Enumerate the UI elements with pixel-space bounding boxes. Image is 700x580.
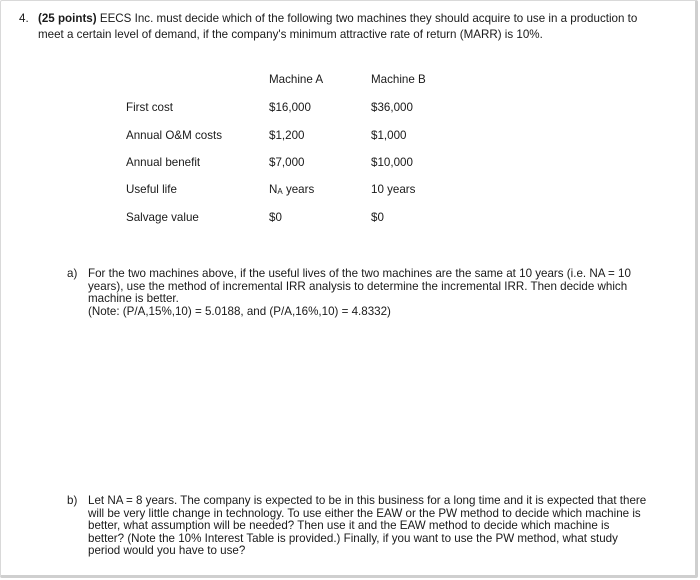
na-years-text: years	[282, 183, 315, 196]
row-label-useful-life: Useful life	[126, 183, 177, 196]
cell-b-om-costs: $1,000	[371, 129, 407, 142]
cell-a-first-cost: $16,000	[269, 101, 311, 114]
part-a-text: For the two machines above, if the useful lives of the two machines are the same at 10 years (i.e. NA = 10 years), use the method of incremental IRR analysis to determine the incremental IRR. Then decide which machine is better.	[88, 267, 631, 305]
question-points: (25 points)	[38, 12, 97, 25]
cell-b-salvage-value: $0	[371, 211, 384, 224]
row-label-first-cost: First cost	[126, 101, 174, 114]
part-b-text: Let NA = 8 years. The company is expected to be in this business for a long time and it is expected that there will be very little change in technology. To use either the EAW or the PW method to decide which machine is better, what assumption will be needed? Then use it and the EAW method to decide which machine is better? (Note the 10% Interest Table is provided.) Finally, if you want to use the PW method, what study period would you have to use?	[88, 494, 647, 557]
question-text: EECS Inc. must decide which of the following two machines they should acquire to use in a production to meet a certain level of demand, if the company's minimum attractive rate of return (MARR) is 10%.	[38, 12, 638, 41]
cell-b-annual-benefit: $10,000	[371, 156, 413, 169]
cell-b-first-cost: $36,000	[371, 101, 413, 114]
question-header	[19, 11, 660, 43]
cell-a-annual-benefit: $7,000	[269, 156, 305, 169]
part-b	[67, 494, 648, 558]
part-a-note: (Note: (P/A,15%,10) = 5.0188, and (P/A,16%,10) = 4.8332)	[88, 304, 391, 318]
cell-a-salvage-value: $0	[269, 211, 282, 224]
row-label-om-costs: Annual O&M costs	[126, 129, 223, 142]
cell-a-useful-life	[269, 183, 314, 199]
na-subscript: A	[277, 187, 283, 196]
header-machine-b: Machine B	[371, 73, 426, 86]
part-b-letter: b)	[67, 494, 78, 507]
na-symbol: N	[269, 183, 278, 196]
row-label-salvage-value: Salvage value	[126, 211, 199, 224]
header-machine-a: Machine A	[269, 73, 324, 86]
part-a	[67, 267, 648, 318]
cell-b-useful-life: 10 years	[371, 183, 416, 196]
part-a-letter: a)	[67, 267, 78, 280]
question-number: 4.	[19, 12, 29, 25]
row-label-annual-benefit: Annual benefit	[126, 156, 201, 169]
cell-a-om-costs: $1,200	[269, 129, 305, 142]
